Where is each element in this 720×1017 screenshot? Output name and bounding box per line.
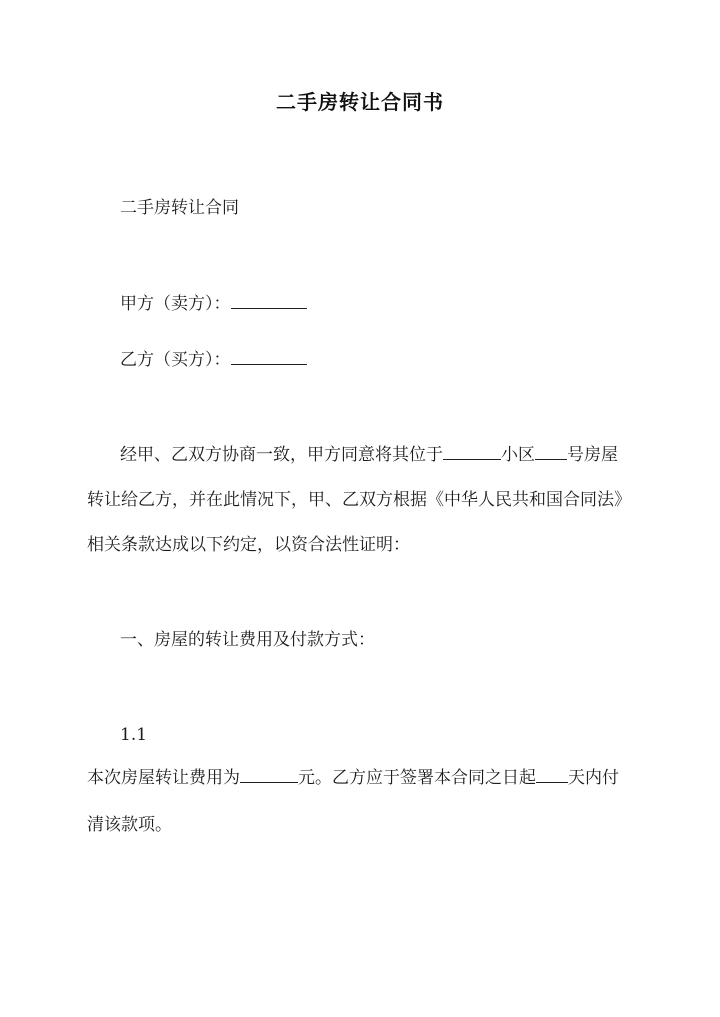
contract-subtitle: 二手房转让合同 bbox=[120, 198, 239, 218]
clause-number: 1.1 bbox=[120, 725, 148, 745]
document-title: 二手房转让合同书 bbox=[276, 90, 444, 114]
intro-text-1: 经甲、乙双方协商一致，甲方同意将其位于 bbox=[120, 445, 443, 465]
intro-line-3: 相关条款达成以下约定，以资合法性证明： bbox=[87, 535, 410, 555]
clause-1-1-line-1 bbox=[87, 766, 619, 790]
party-b-blank bbox=[231, 349, 307, 365]
party-a-label: 甲方（卖方）： bbox=[120, 294, 231, 314]
clause-text-3: 天内付 bbox=[568, 768, 619, 788]
community-blank bbox=[443, 444, 501, 460]
intro-text-3: 号房屋 bbox=[567, 445, 618, 465]
clause-text-2: 元。乙方应于签署本合同之日起 bbox=[298, 768, 536, 788]
days-blank bbox=[536, 767, 568, 783]
clause-text-1: 本次房屋转让费用为 bbox=[87, 768, 240, 788]
party-a-blank bbox=[231, 293, 307, 309]
clause-1-1-line-2: 清该款项。 bbox=[87, 815, 172, 835]
intro-text-2: 小区 bbox=[501, 445, 535, 465]
party-a-line bbox=[120, 292, 307, 316]
party-b-line bbox=[120, 348, 307, 372]
section-1-heading: 一、房屋的转让费用及付款方式： bbox=[120, 630, 375, 650]
intro-line-2: 转让给乙方，并在此情况下，甲、乙双方根据《中华人民共和国合同法》 bbox=[87, 490, 631, 510]
intro-line-1 bbox=[120, 443, 618, 467]
house-number-blank bbox=[535, 444, 567, 460]
party-b-label: 乙方（买方）： bbox=[120, 350, 231, 370]
fee-blank bbox=[240, 767, 298, 783]
